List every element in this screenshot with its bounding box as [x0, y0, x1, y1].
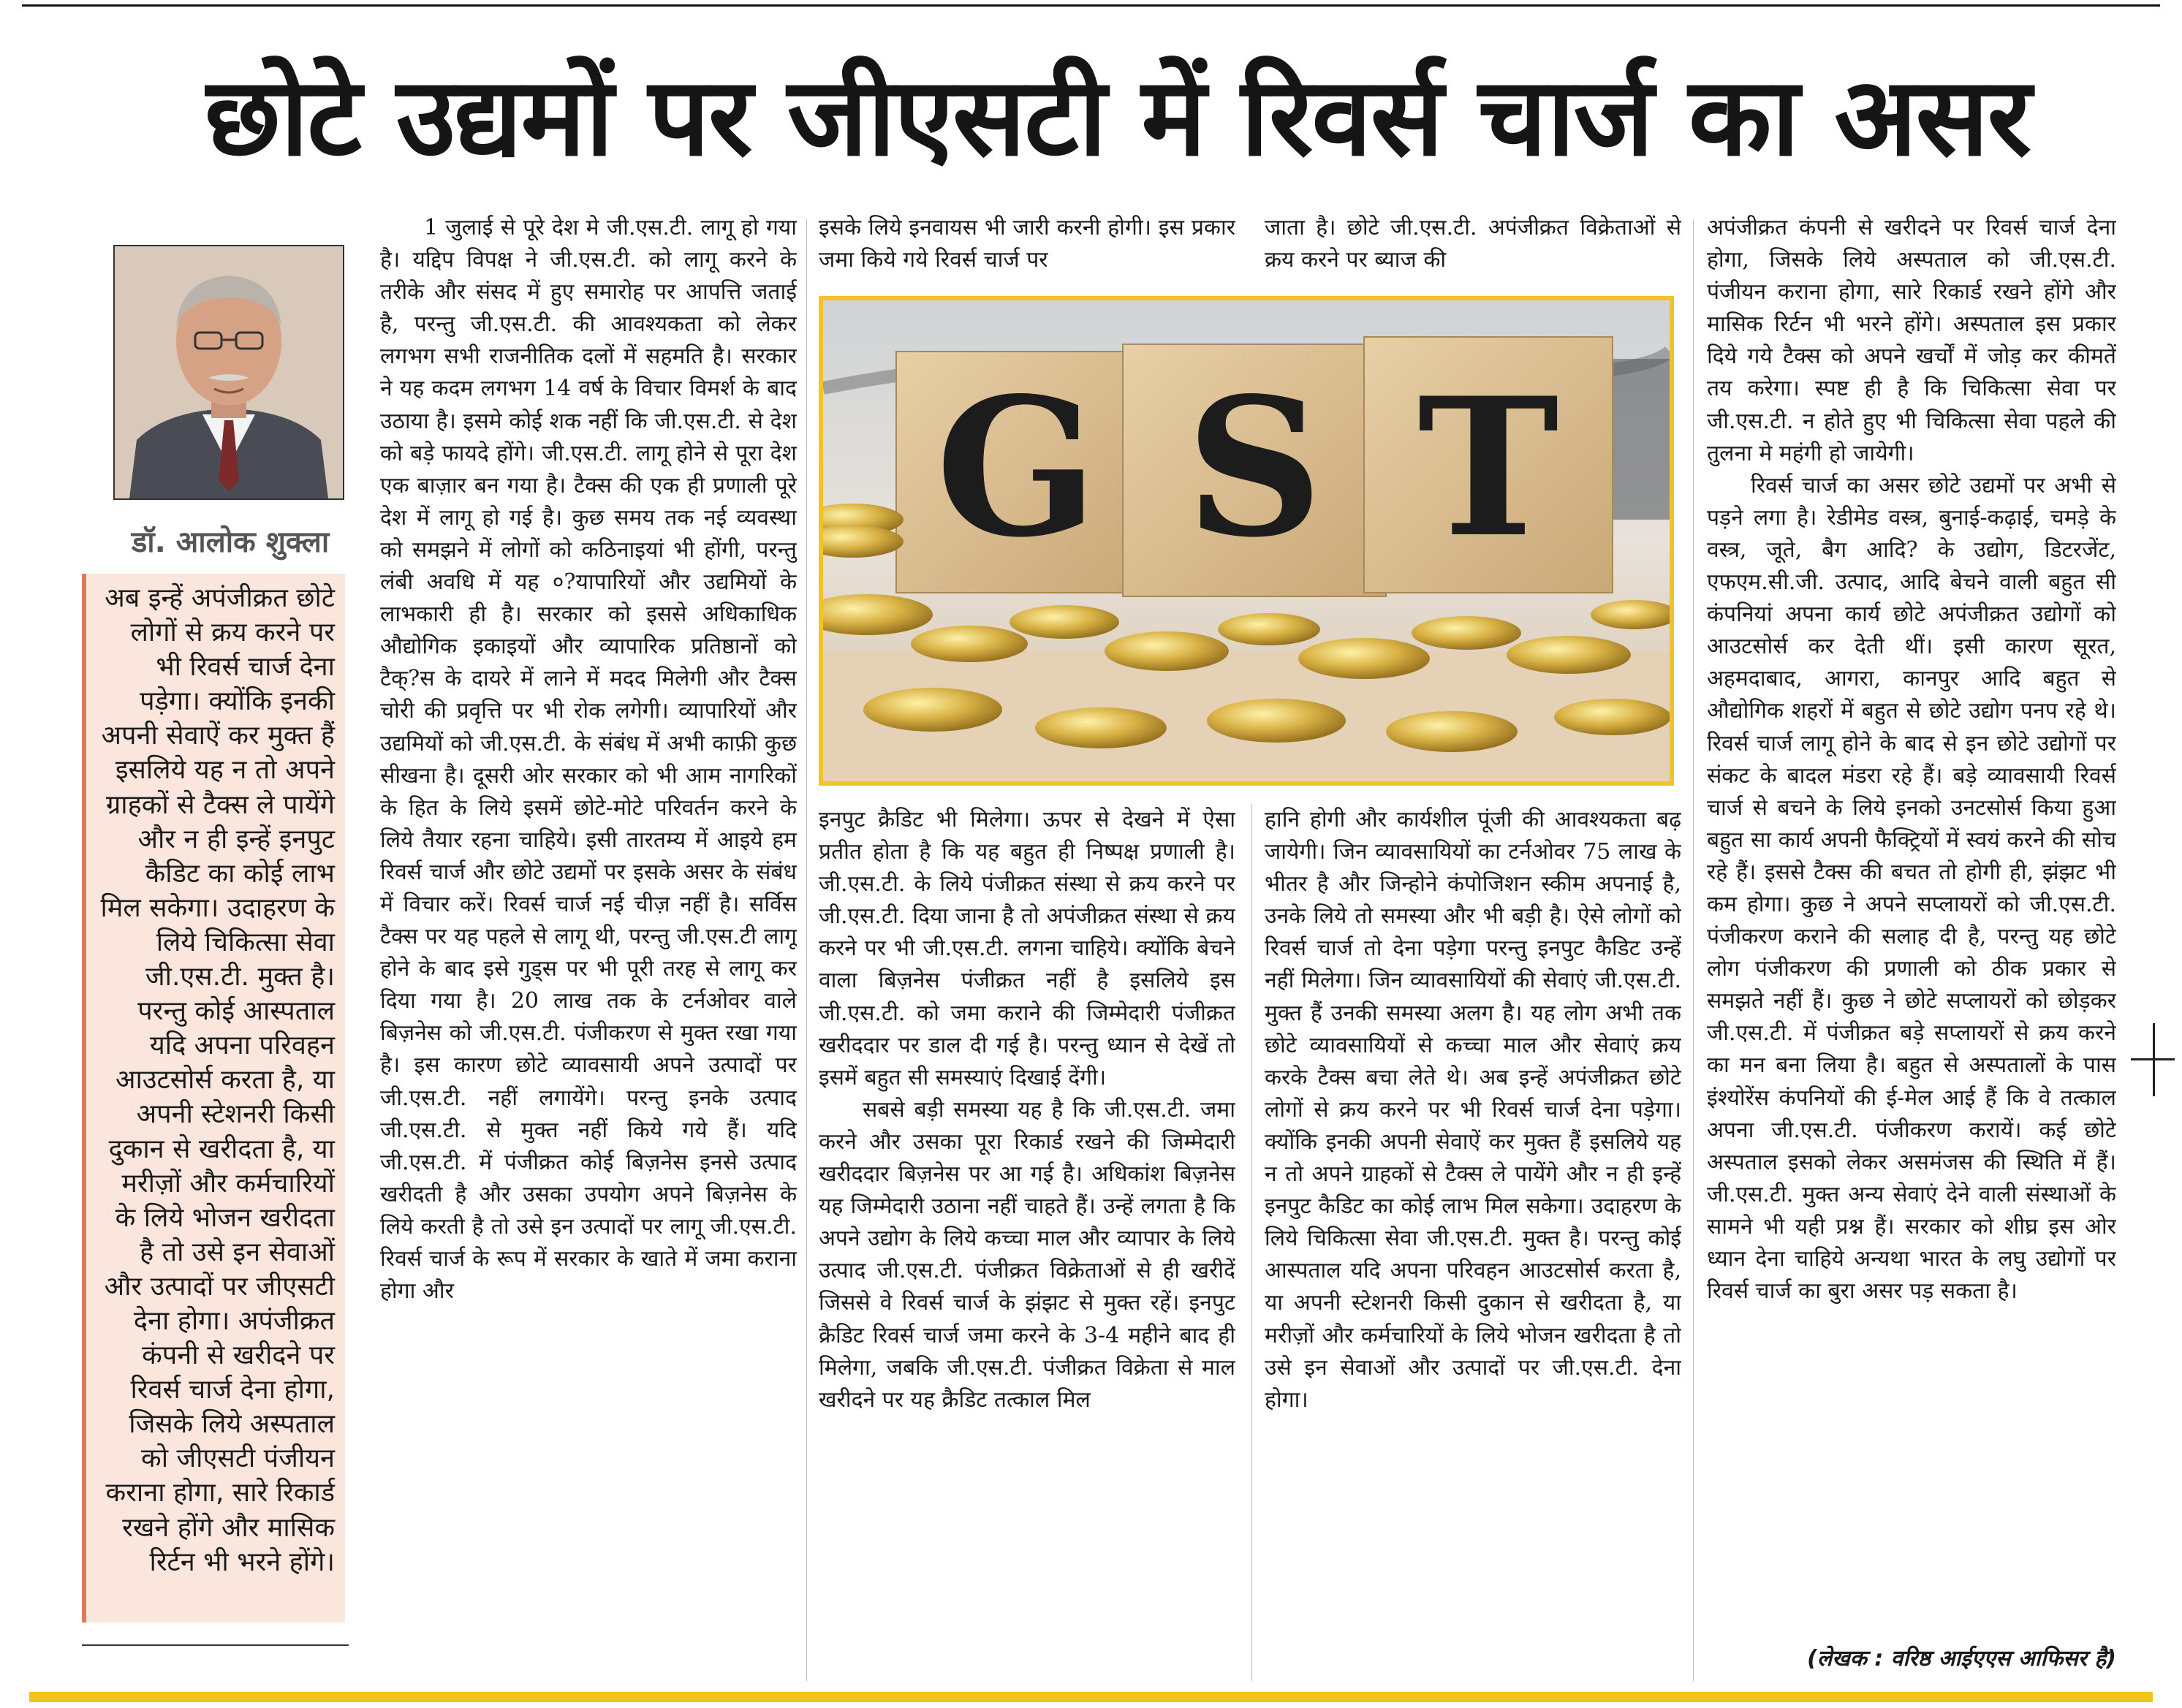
- gst-blocks-coins-illustration: [823, 300, 1670, 781]
- column-divider: [1693, 219, 1694, 1681]
- column-divider: [806, 219, 807, 1681]
- article-paragraph: अपंजीक्रत कंपनी से खरीदने पर रिवर्स चार्ज देना होगा, जिसके लिये अस्पताल को जी.एस.टी. पंजीयन कराना होगा, सारे रिकार्ड रखने होंगे और मासिक रिर्टन भी भरने होंगे। अस्पताल इस प्रकार दिये गये टैक्स को अपने खर्चों में जोड़ कर कीमतें तय करेगा। स्पष्ट ही है कि चिकित्सा सेवा पर जी.एस.टी. न होते हुए भी चिकित्सा सेवा पहले की तुलना मे महंगी हो जायेगी।: [1707, 215, 2116, 466]
- gst-letter-s: S: [1186, 357, 1323, 580]
- article-paragraph: इसके लिये इनवायस भी जारी करनी होगी। इस प्रकार जमा किये गये रिवर्स चार्ज पर: [819, 215, 1235, 273]
- gst-letter-g: G: [935, 357, 1099, 580]
- article-column-2-bottom: [819, 804, 1235, 1681]
- author-portrait-illustration: [115, 246, 343, 498]
- pull-quote: अब इन्हें अपंजीक्रत छोटे लोगों से क्रय करने पर भी रिवर्स चार्ज देना पड़ेगा। क्योंकि इनकी अपनी सेवाऐं कर मुक्त हैं इसलिये यह न तो अपने ग्राहकों से टैक्स ले पायेंगे और न ही इन्हें इनपुट कैडिट का कोई लाभ मिल सकेगा। उदाहरण के लिये चिकित्सा सेवा जी.एस.टी. मुक्त है। परन्तु कोई आस्पताल यदि अपना परिवहन आउटसोर्स करता है, या अपनी स्टेशनरी किसी दुकान से खरीदता है, या मरीज़ों और कर्मचारियों के लिये भोजन खरीदता है तो उसे इन सेवाओं और उत्पादों पर जीएसटी देना होगा। अपंजीक्रत कंपनी से खरीदने पर रिवर्स चार्ज देना होगा, जिसके लिये अस्पताल को जीएसटी पंजीयन कराना होगा, सारे रिकार्ड रखने होंगे और मासिक रिर्टन भी भरने होंगे।: [82, 574, 345, 1622]
- article-column-3-top: [1265, 212, 1681, 285]
- headline: छोटे उद्यमों पर जीएसटी में रिवर्स चार्ज का असर: [205, 54, 2031, 180]
- column-divider: [1251, 804, 1252, 1681]
- article-column-4: [1707, 212, 2116, 1637]
- gst-photo: [819, 296, 1674, 786]
- article-column-3-bottom: [1265, 804, 1681, 1681]
- author-name: डॉ. आलोक शुक्ला: [131, 525, 330, 559]
- article-paragraph: 1 जुलाई से पूरे देश मे जी.एस.टी. लागू हो गया है। यद्दिप विपक्ष ने जी.एस.टी. को लागू करने के तरीके और संसद में हुए समारोह पर आपत्ति जताई है, परन्तु जी.एस.टी. की आवश्यकता को लेकर लगभग सभी राजनीतिक दलों में सहमति है। सरकार ने यह कदम लगभग 14 वर्ष के विचार विमर्श के बाद उठाया है। इसमे कोई शक नहीं कि जी.एस.टी. से देश को बड़े फायदे होंगे। जी.एस.टी. लागू होने से पूरा देश एक बाज़ार बन गया है। टैक्स की एक ही प्रणाली पूरे देश में लागू हो गई है। कुछ समय तक नई व्यवस्था को समझने में लोगों को कठिनाइयां भी होंगी, परन्तु लंबी अवधि में यह ०?यापारियों और उद्यमियों के लाभकारी ही है। सरकार को इससे अधिकाधिक औद्योगिक इकाइयों और व्यापारिक प्रतिष्ठानों को टैक्?स के दायरे में लाने में मदद मिलेगी और टैक्स चोरी की प्रवृत्ति पर भी रोक लगेगी। व्यापारियों और उद्यमियों को जी.एस.टी. के संबंध में अभी काफ़ी कुछ सीखना है। दूसरी ओर सरकार को भी आम नागरिकों के हित के लिये इसमें छोटे-मोटे परिवर्तन करने के लिये तैयार रहना चाहिये। इसी तारतम्य में आइये हम रिवर्स चार्ज और छोटे उद्यमों पर इसके असर के संबंध में विचार करें। रिवर्स चार्ज नई चीज़ नहीं है। सर्विस टैक्स पर यह पहले से लागू थी, परन्तु जी.एस.टी लागू होने के बाद इसे गुड्स पर भी पूरी तरह से लागू कर दिया गया है। 20 लाख तक के टर्नओवर वाले बिज़नेस को जी.एस.टी. पंजीकरण से मुक्त रखा गया है। इस कारण छोटे व्यावसायी अपने उत्पादों पर जी.एस.टी. नहीं लगायेंगे। परन्तु इनके उत्पाद जी.एस.टी. से मुक्त नहीं किये गये हैं। यदि जी.एस.टी. में पंजीक्रत कोई बिज़नेस इनसे उत्पाद खरीदती है और उसका उपयोग अपने बिज़नेस के लिये करती है तो उसे इन उत्पादों पर लागू जी.एस.टी. रिवर्स चार्ज के रूप में सरकार के खाते में जमा कराना होगा और: [380, 215, 797, 1305]
- crop-mark: [2131, 1058, 2175, 1060]
- article-column-2-top: [819, 212, 1235, 285]
- author-photo: [113, 245, 344, 500]
- article-paragraph: इनपुट क्रैडिट भी मिलेगा। ऊपर से देखने में ऐसा प्रतीत होता है कि यह बहुत ही निष्पक्ष प्रणाली है। जी.एस.टी. के लिये पंजीक्रत संस्था से क्रय करने पर जी.एस.टी. दिया जाना है तो अपंजीक्रत संस्था से क्रय करने पर भी जी.एस.टी. लगना चाहिये। क्योंकि बेचने वाला बिज़नेस पंजीक्रत नहीं है इसलिये इस जी.एस.टी. को जमा कराने की जिम्मेदारी पंजीक्रत खरीददार पर डाल दी गई है। परन्तु ध्यान से देखें तो इसमें बहुत सी समस्याएं दिखाई देंगी।: [819, 807, 1235, 1090]
- bottom-accent-bar: [29, 1692, 2153, 1702]
- article-paragraph: सबसे बड़ी समस्या यह है कि जी.एस.टी. जमा करने और उसका पूरा रिकार्ड रखने की जिम्मेदारी खरीददार बिज़नेस पर आ गई है। अधिकांश बिज़नेस यह जिम्मेदारी उठाना नहीं चाहते हैं। उन्हें लगता है कि अपने उद्योग के लिये कच्चा माल और व्यापार के लिये उत्पाद जी.एस.टी. पंजीक्रत विक्रेताओं से ही खरीदें जिससे वे रिवर्स चार्ज के झंझट से मुक्त रहें। इनपुट क्रैडिट रिवर्स चार्ज जमा करने के 3-4 महीने बाद ही मिलेगा, जबकि जी.एस.टी. पंजीक्रत विक्रेता से माल खरीदने पर यह क्रैडिट तत्काल मिल: [819, 1096, 1235, 1413]
- article-paragraph: हानि होगी और कार्यशील पूंजी की आवश्यकता बढ़ जायेगी। जिन व्यावसायियों का टर्नओवर 75 लाख के भीतर है और जिन्होने कंपोजिशन स्कीम अपनाई है, उनके लिये तो समस्या और भी बड़ी है। ऐसे लोगों को रिवर्स चार्ज तो देना पड़ेगा परन्तु इनपुट कैडिट उन्हें नहीं मिलेगा। जिन व्यावसायियों की सेवाएं जी.एस.टी. मुक्त हैं उनकी समस्या अलग है। यह लोग अभी तक छोटे व्यावसायियों से कच्चा माल और सेवाएं क्रय करके टैक्स बचा लेते थे। अब इन्हें अपंजीक्रत छोटे लोगों से क्रय करने पर भी रिवर्स चार्ज देना पड़ेगा। क्योंकि इनकी अपनी सेवाऐं कर मुक्त हैं इसलिये यह न तो अपने ग्राहकों से टैक्स ले पायेंगे और न ही इन्हें इनपुट कैडिट का कोई लाभ मिल सकेगा। उदाहरण के लिये चिकित्सा सेवा जी.एस.टी. मुक्त है। परन्तु कोई आस्पताल यदि अपना परिवहन आउटसोर्स करता है, या अपनी स्टेशनरी किसी दुकान से खरीदता है, या मरीज़ों और कर्मचारियों के लिये भोजन खरीदता है तो उसे इन सेवाओं और उत्पादों पर जी.एस.टी. देना होगा।: [1265, 807, 1681, 1413]
- article-column-1: [380, 212, 797, 1681]
- article-paragraph: जाता है। छोटे जी.एस.टी. अपंजीक्रत विक्रेताओं से क्रय करने पर ब्याज की: [1265, 215, 1681, 273]
- top-rule: [22, 4, 2160, 7]
- pull-quote-rule: [82, 1644, 349, 1646]
- writer-credit: (लेखक : वरिष्ठ आईएएस आफिसर है): [1807, 1646, 2116, 1671]
- gst-letter-t: T: [1417, 357, 1559, 580]
- article-paragraph: रिवर्स चार्ज का असर छोटे उद्यमों पर अभी से पड़ने लगा है। रेडीमेड वस्त्र, बुनाई-कढ़ाई, चमड़े के वस्त्र, जूते, बैग आदि? के उद्योग, डिटरजेंट, एफएम.सी.जी. उत्पाद, आदि बेचने वाली बहुत सी कंपनियां अपना कार्य छोटे अपंजीक्रत उद्योगों को आउटसोर्स कर देती थीं। इसी कारण सूरत, अहमदाबाद, आगरा, कानपुर आदि बहुत से औद्योगिक शहरों में बहुत से छोटे उद्योग पनप रहे थे। रिवर्स चार्ज लागू होने के बाद से इन छोटे उद्योगों पर संकट के बादल मंडरा रहे हैं। बड़े व्यावसायी रिवर्स चार्ज से बचने के लिये इनको उनटसोर्स किया हुआ बहुत सा कार्य अपनी फैक्ट्रियों में स्वयं करने की सोच रहे हैं। इससे टैक्स की बचत तो होगी ही, झंझट भी कम होगा। कुछ ने अपने सप्लायरों को जी.एस.टी. पंजीकरण कराने की सलाह दी है, परन्तु यह छोटे लोग पंजीकरण की प्रणाली को ठीक प्रकार से समझते नहीं हैं। कुछ ने छोटे सप्लायरों को छोड़कर जी.एस.टी. में पंजीक्रत बड़े सप्लायरों से क्रय करने का मन बना लिया है। बहुत से अस्पतालों के पास इंश्योरेंस कंपनियों की ई-मेल आई हैं कि वे तत्काल अपना जी.एस.टी. पंजीकरण करायें। कई छोटे अस्पताल इसको लेकर असमंजस की स्थिति में हैं। जी.एस.टी. मुक्त अन्य सेवाएं देने वाली संस्थाओं के सामने भी यही प्रश्न हैं। सरकार को शीघ्र इस ओर ध्यान देना चाहिये अन्यथा भारत के लघु उद्योगों पर रिवर्स चार्ज का बुरा असर पड़ सकता है।: [1707, 472, 2116, 1305]
